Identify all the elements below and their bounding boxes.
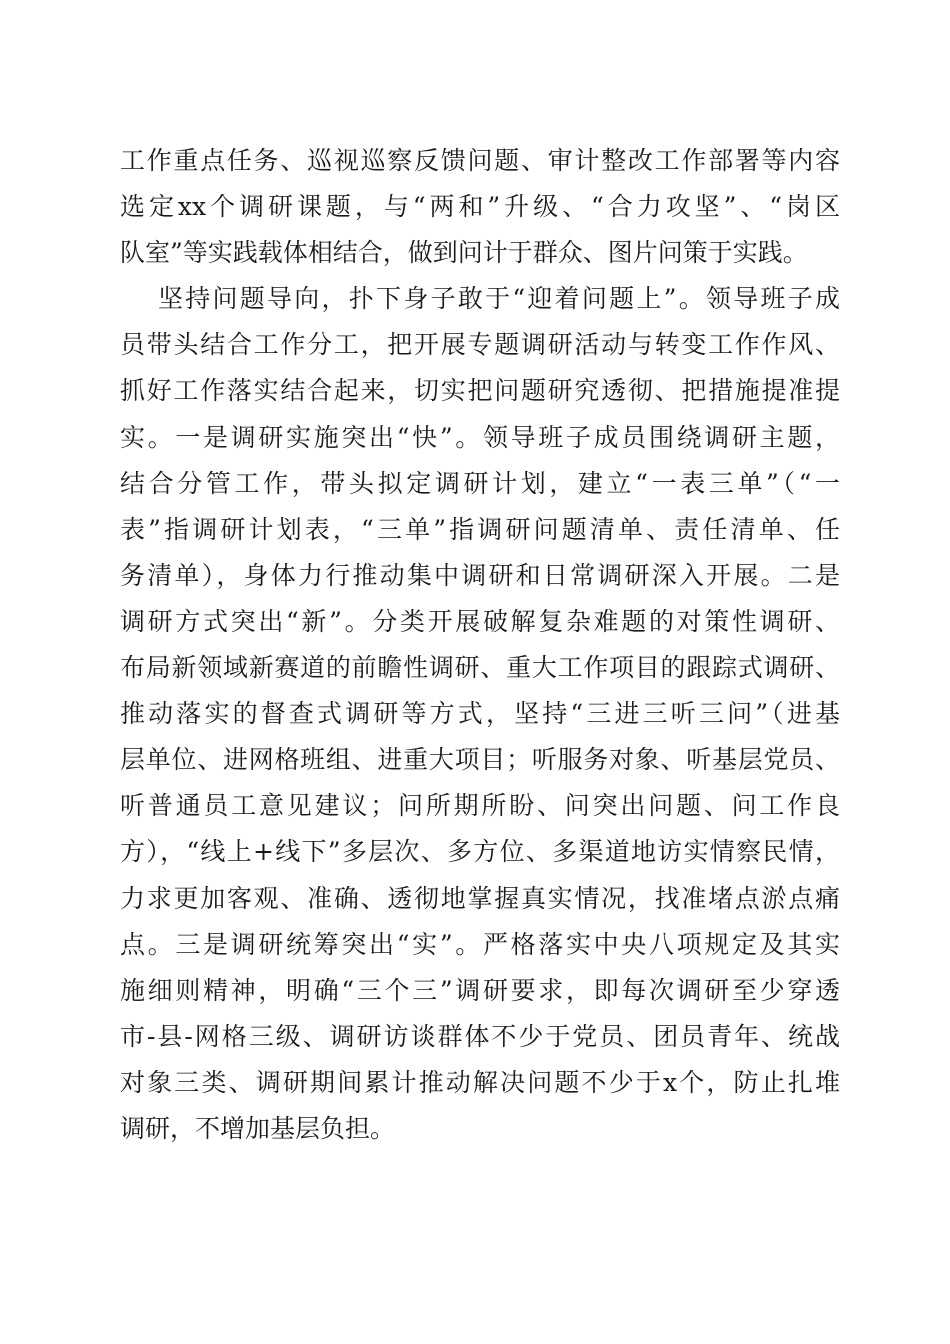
body-text — [120, 138, 840, 1152]
text-line: 实。一是调研实施突出“快”。领导班子成员围绕调研主题， — [120, 422, 840, 452]
text-line: 调研，不增加基层负担。 — [120, 1113, 396, 1143]
text-line: 工作重点任务、巡视巡察反馈问题、审计整改工作部署等内容 — [120, 146, 840, 175]
text-line: 员带头结合工作分工，把开展专题调研活动与转变工作作风、 — [120, 330, 840, 360]
text-line: 推动落实的督查式调研等方式，坚持“三进三听三问”（进基 — [120, 699, 840, 729]
text-line: 对象三类、调研期间累计推动解决问题不少于x个，防止扎堆 — [120, 1067, 840, 1097]
text-line: 听普通员工意见建议；问所期所盼、问突出问题、问工作良 — [120, 791, 840, 821]
text-line: 力求更加客观、准确、透彻地掌握真实情况，找准堵点淤点痛 — [120, 883, 840, 913]
text-line: 表”指调研计划表，“三单”指调研问题清单、责任清单、任 — [120, 514, 840, 544]
text-line: 务清单），身体力行推动集中调研和日常调研深入开展。二是 — [120, 560, 840, 590]
text-line: 抓好工作落实结合起来，切实把问题研究透彻、把措施提准提 — [120, 376, 840, 406]
text-line: 点。三是调研统筹突出“实”。严格落实中央八项规定及其实 — [120, 929, 840, 959]
text-line: 市-县-网格三级、调研访谈群体不少于党员、团员青年、统战 — [120, 1021, 840, 1051]
text-line: 方），“线上+线下”多层次、多方位、多渠道地访实情察民情， — [120, 837, 840, 867]
text-line: 结合分管工作，带头拟定调研计划，建立“一表三单”（“一 — [120, 468, 840, 498]
text-line: 选定xx个调研课题，与“两和”升级、“合力攻坚”、“岗区 — [120, 192, 840, 222]
text-line: 队室”等实践载体相结合，做到问计于群众、图片问策于实践。 — [120, 238, 808, 268]
text-line: 调研方式突出“新”。分类开展破解复杂难题的对策性调研、 — [120, 606, 840, 636]
text-line: 层单位、进网格班组、进重大项目；听服务对象、听基层党员、 — [120, 745, 840, 775]
text-line: 施细则精神，明确“三个三”调研要求，即每次调研至少穿透 — [120, 975, 840, 1005]
text-line: 布局新领域新赛道的前瞻性调研、重大工作项目的跟踪式调研、 — [120, 653, 840, 683]
paragraph-first-line: 坚持问题导向，扑下身子敢于“迎着问题上”。领导班子成 — [158, 284, 840, 314]
